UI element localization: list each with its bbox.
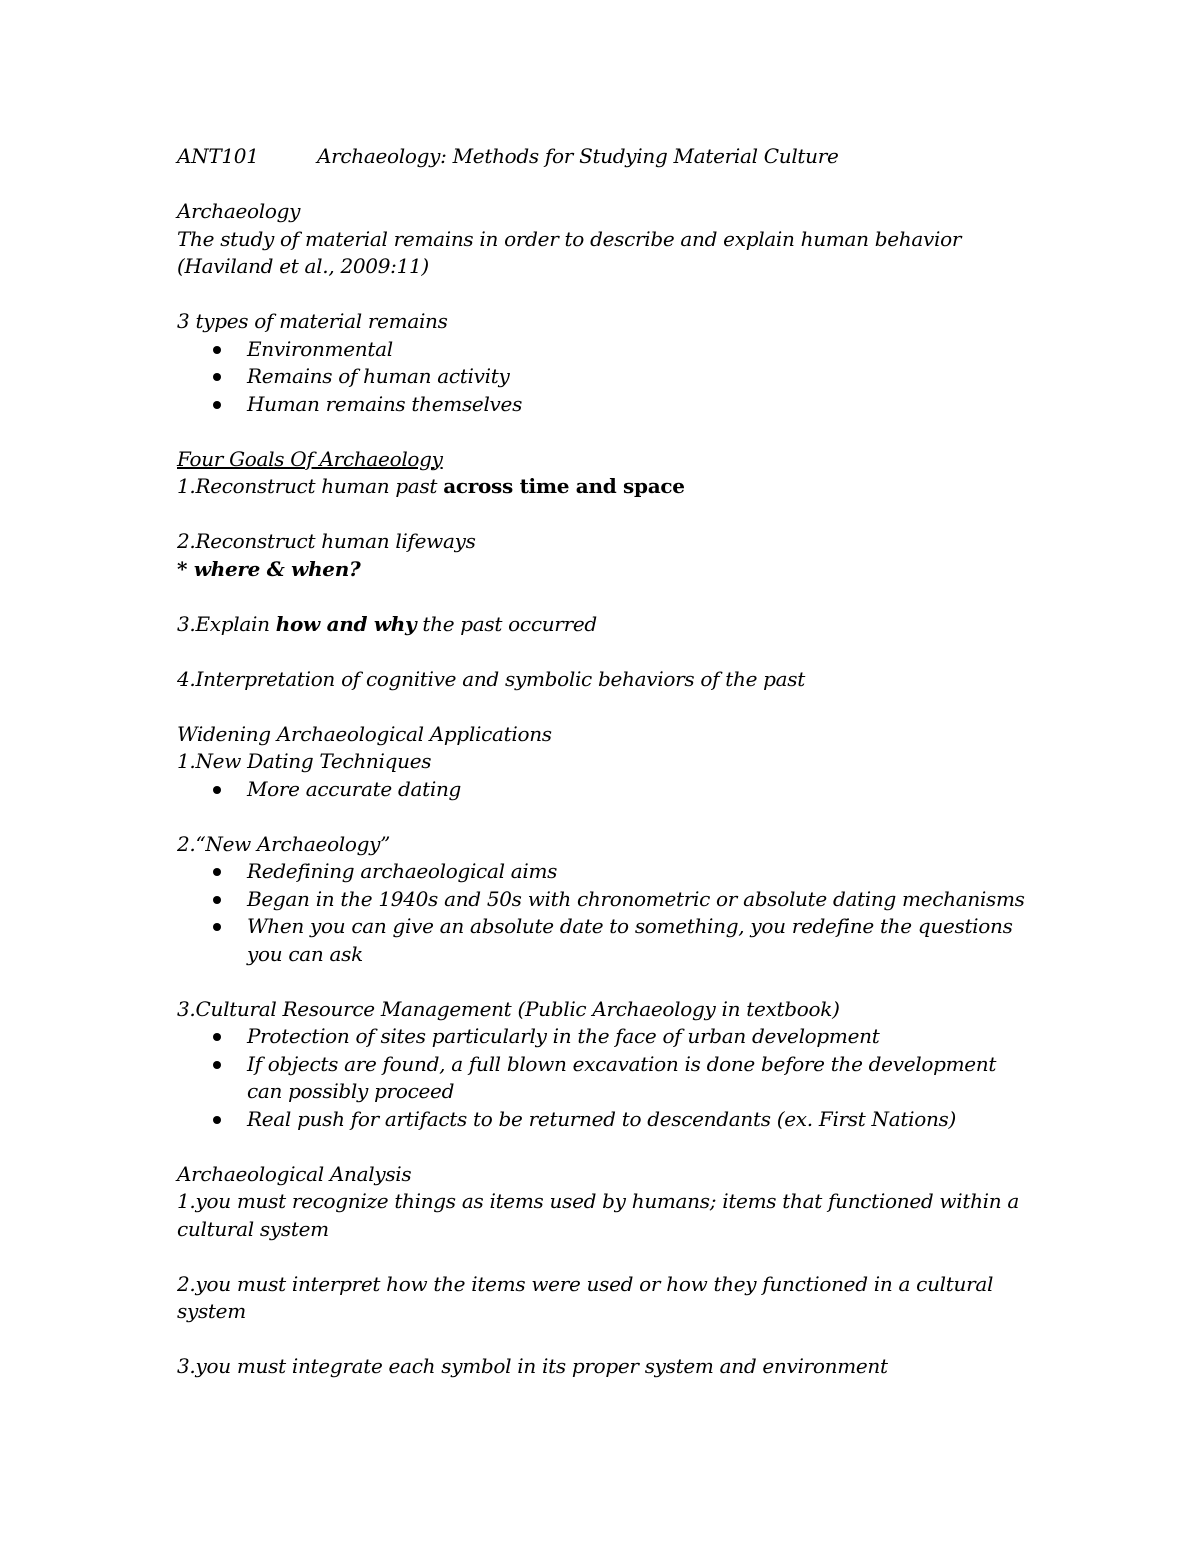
document-page xyxy=(177,143,1037,1381)
list-item: Remains of human activity xyxy=(177,363,1037,391)
application-2-list xyxy=(177,858,1037,968)
application-3-list xyxy=(177,1023,1037,1133)
analysis-heading: Archaeological Analysis xyxy=(177,1161,412,1186)
bullet-icon xyxy=(213,1033,221,1041)
bullet-icon xyxy=(213,868,221,876)
bullet-icon xyxy=(213,1061,221,1069)
analysis-point-3: 3.you must integrate each symbol in its proper system and environment xyxy=(177,1354,888,1378)
application-3-title: 3.Cultural Resource Management (Public Archaeology in textbook) xyxy=(177,996,840,1021)
remains-list xyxy=(177,336,1037,419)
bullet-icon xyxy=(213,401,221,409)
goal-3: 3.Explain how and why the past occurred xyxy=(177,611,597,636)
goal-2: 2.Reconstruct human lifeways xyxy=(177,529,476,553)
list-item: Environmental xyxy=(177,336,1037,364)
list-item: Redefining archaeological aims xyxy=(177,858,1037,886)
definition-term: Archaeology xyxy=(177,199,301,223)
applications-heading: Widening Archaeological Applications xyxy=(177,721,552,746)
list-item: Protection of sites particularly in the face of urban development xyxy=(177,1023,1037,1051)
analysis-point-2: 2.you must interpret how the items were used or how they functioned in a cultural system xyxy=(177,1271,994,1323)
definition-text: The study of material remains in order to describe and explain human behavior xyxy=(177,226,962,251)
course-code: ANT101 xyxy=(177,144,259,168)
application-1-list xyxy=(177,776,1037,804)
goal-1: 1.Reconstruct human past across time and space xyxy=(177,474,685,498)
application-1-title: 1.New Dating Techniques xyxy=(177,749,432,773)
document-header xyxy=(177,143,1037,171)
definition-citation: (Haviland et al., 2009:11) xyxy=(177,254,429,278)
remains-heading: 3 types of material remains xyxy=(177,309,448,333)
application-2-title: 2.“New Archaeology” xyxy=(177,831,391,856)
list-item: More accurate dating xyxy=(177,776,1037,804)
goal-4: 4.Interpretation of cognitive and symbolic behaviors of the past xyxy=(177,666,806,691)
analysis-point-1: 1.you must recognize things as items used by humans; items that functioned within a cultural system xyxy=(177,1189,1020,1241)
list-item: Began in the 1940s and 50s with chronometric or absolute dating mechanisms xyxy=(177,886,1037,914)
list-item: If objects are found, a full blown excavation is done before the development can possibly proceed xyxy=(177,1051,1037,1106)
list-item: Human remains themselves xyxy=(177,391,1037,419)
bullet-icon xyxy=(213,1116,221,1124)
document-title: Archaeology: Methods for Studying Material Culture xyxy=(317,144,839,168)
bullet-icon xyxy=(213,923,221,931)
goals-heading: Four Goals Of Archaeology xyxy=(177,446,443,471)
bullet-icon xyxy=(213,896,221,904)
bullet-icon xyxy=(213,346,221,354)
list-item: When you can give an absolute date to something, you redefine the questions you can ask xyxy=(177,913,1037,968)
bullet-icon xyxy=(213,786,221,794)
goal-2-note: * where & when? xyxy=(177,556,361,581)
bullet-icon xyxy=(213,373,221,381)
list-item: Real push for artifacts to be returned to descendants (ex. First Nations) xyxy=(177,1106,1037,1134)
